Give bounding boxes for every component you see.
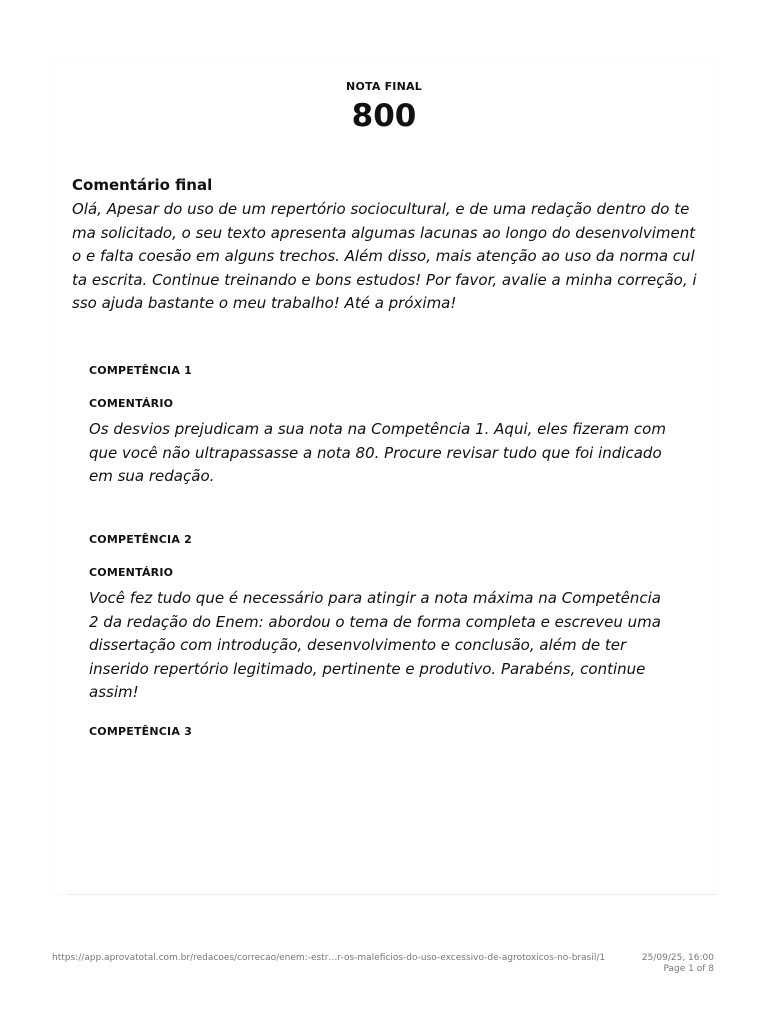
competency-3-title: COMPETÊNCIA 3 <box>89 725 192 738</box>
footer-page-number: Page 1 of 8 <box>663 964 714 974</box>
final-grade-label: NOTA FINAL <box>346 80 422 93</box>
card-divider <box>68 894 716 895</box>
final-comment-title: Comentário final <box>72 176 213 194</box>
competency-2-comment-label: COMENTÁRIO <box>89 566 174 579</box>
competency-1-title: COMPETÊNCIA 1 <box>89 364 192 377</box>
competency-1-comment-label: COMENTÁRIO <box>89 397 174 410</box>
footer-url: https://app.aprovatotal.com.br/redacoes/correcao/enem:-estr…r-os-maleficios-do-uso-excessivo-de-agrotoxicos-no-brasil/1 <box>52 953 606 963</box>
competency-3-section <box>89 725 689 738</box>
final-grade-value: 800 <box>351 98 417 134</box>
footer-meta <box>642 953 714 975</box>
competency-2-title: COMPETÊNCIA 2 <box>89 533 192 546</box>
competency-2-comment: Você fez tudo que é necessário para atingir a nota máxima na Competência 2 da redação do Enem: abordou o tema de forma completa e escreveu uma dissertação com introdução, desenvolvimento e conclusão, além de ter inserido repertório legitimado, pertinente e produtivo. Parabéns, continue assim! <box>89 589 661 701</box>
competency-2-section <box>89 533 689 705</box>
competency-1-comment: Os desvios prejudicam a sua nota na Competência 1. Aqui, eles fizeram com que você não ultrapassasse a nota 80. Procure revisar tudo que foi indicado em sua redação. <box>89 420 666 485</box>
competency-1-section <box>89 364 689 489</box>
footer-datetime: 25/09/25, 16:00 <box>641 953 714 963</box>
final-comment-text: Olá, Apesar do uso de um repertório sociocultural, e de uma redação dentro do tema solicitado, o seu texto apresenta algumas lacunas ao longo do desenvolvimento e falta coesão em alguns trechos. Além disso, mais atenção ao uso da norma culta escrita. Continue treinando e bons estudos! Por favor, avalie a minha correção, isso ajuda bastante o meu trabalho! Até a próxima! <box>72 200 697 312</box>
